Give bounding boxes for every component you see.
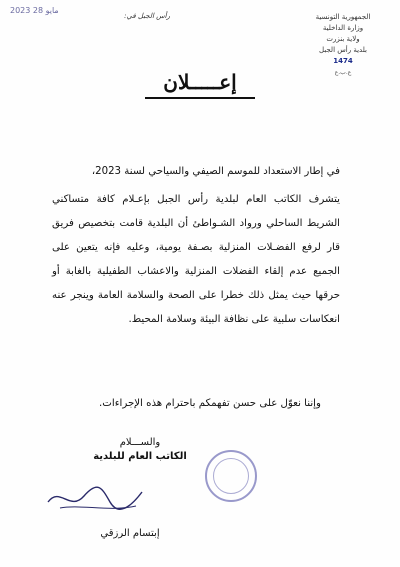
letterhead [298,12,388,78]
signer-role: الكاتب العام للبلدية [93,451,187,462]
closing-line: وإننا نعوّل على حسن تفهمكم باحترام هذه الإجراءات. [99,398,321,409]
announcement-body [52,160,340,332]
announcement-title: إعـــــلان [145,70,254,99]
ministry-name: وزارة الداخلية [322,24,364,32]
reference-code: ع.ب.ع [334,69,352,76]
place-date: رأس الجبل في: [124,12,170,20]
official-seal-icon [205,450,257,502]
municipality-name: بلدية رأس الجبل [319,46,367,54]
signature-block [70,436,210,464]
handwritten-signature-icon [40,478,150,518]
main-paragraph: يتشرف الكاتب العام لبلدية رأس الجبل بإعـلام كافة متساكني الشريط الساحلي ورواد الشـواطئ أن البلدية قامت بتخصيص فريق قار لرفع الفضـلات المنزلية بصـفة يومية، وعليه فإنه يتعين على الجميع عدم إلقاء الفضلات المنزلية والاعشاب الطفيلية بالغابة أو حرقها حيث يمثل ذلك خطرا على الصحة والسلامة العامة وينجر عنه انعكاسات سلبية على نظافة البيئة وسلامة المحيط. [52,194,340,325]
governorate-name: ولاية بنزرت [326,35,360,43]
intro-paragraph: في إطار الاستعداد للموسم الصيفي والسياحي لسنة 2023، [91,166,340,177]
salutation: والســـلام [119,437,161,448]
date-stamp: 2023 مايو 28 [10,6,59,15]
reference-number: 1474 [333,57,353,65]
republic-name: الجمهورية التونسية [315,13,371,21]
title-wrapper [0,70,400,99]
signer-name: إبتسام الرزقي [100,528,160,539]
